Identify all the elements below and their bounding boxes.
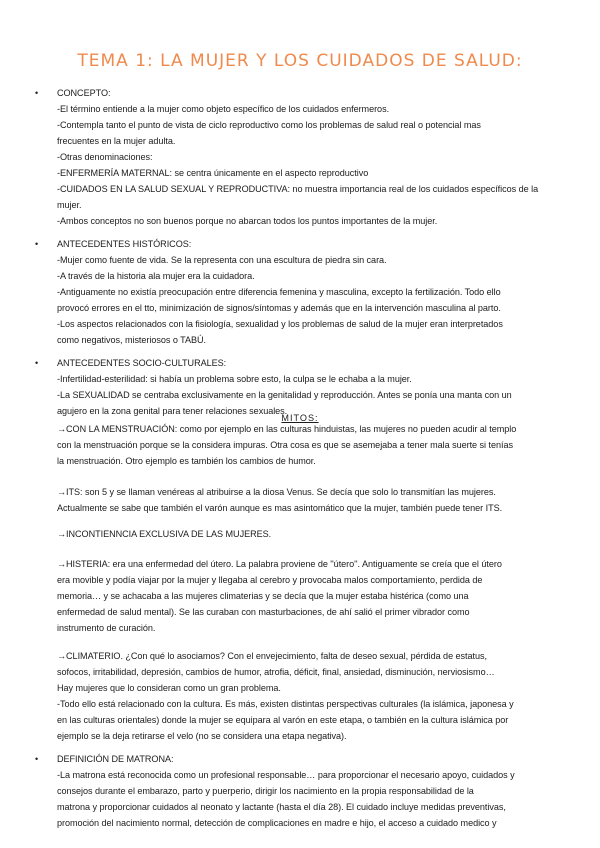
text-line: mujer. xyxy=(57,200,82,210)
text-line: ejemplo se la deja retirarse el velo (no se considera una etapa negativa). xyxy=(57,731,347,741)
text-line: con la menstruación porque se la considera impuras. Otra cosa es que se asemejaba a tener mala suerte si tenías xyxy=(57,440,513,450)
text-line: como negativos, misteriosos o TABÚ. xyxy=(57,335,207,345)
text-line: -Mujer como fuente de vida. Se la representa con una escultura de piedra sin cara. xyxy=(57,255,387,265)
text-line: provocó errores en el tto, minimización de signos/síntomas y además que en la intervención masculina al parto. xyxy=(57,303,501,313)
section-heading: ANTECEDENTES HISTÓRICOS: xyxy=(57,239,192,249)
page-title: TEMA 1: LA MUJER Y LOS CUIDADOS DE SALUD: xyxy=(77,51,523,71)
text-line: -A través de la historia ala mujer era la cuidadora. xyxy=(57,271,255,281)
text-line: -ENFERMERÍA MATERNAL: se centra únicamente en el aspecto reproductivo xyxy=(57,168,369,178)
text-line: matrona y proporcionar cuidados al neonato y lactante (hasta el día 28). El cuidado incluye medidas preventivas, xyxy=(57,802,506,812)
text-line: -La matrona está reconocida como un profesional responsable… para proporcionar el necesario apoyo, cuidados y xyxy=(57,770,515,780)
text-line: -La SEXUALIDAD se centraba exclusivamente en la genitalidad y reproducción. Antes se ponía una manta con un xyxy=(57,390,512,400)
text-line: la menstruación. Otro ejemplo es también los cambios de humor. xyxy=(57,456,316,466)
bullet-icon: • xyxy=(35,754,39,764)
text-line: -Todo ello está relacionado con la cultura. Es más, existen distintas perspectivas culturales (la islámica, japonesa y xyxy=(57,699,514,709)
text-line: frecuentes en la mujer adulta. xyxy=(57,136,176,146)
text-line: →INCONTIENNCIA EXCLUSIVA DE LAS MUJERES. xyxy=(57,529,272,539)
text-line: en las culturas orientales) donde la mujer se equipara al varón en este etapa, o también en la cultura islámica por xyxy=(57,715,509,725)
text-line: -CUIDADOS EN LA SALUD SEXUAL Y REPRODUCTIVA: no muestra importancia real de los cuidados específicos de la xyxy=(57,184,539,194)
mitos-subheading: MITOS: xyxy=(281,413,319,423)
text-line: sofocos, irritabilidad, depresión, cambios de humor, atrofia, déficit, final, ansiedad, disminución, nerviosismo… xyxy=(57,667,495,677)
text-line: -Antiguamente no existía preocupación entre diferencia femenina y masculina, excepto la fertilización. Todo ello xyxy=(57,287,501,297)
text-line: -Los aspectos relacionados con la fisiología, sexualidad y los problemas de salud de la mujer eran interpretados xyxy=(57,319,503,329)
text-line: enfermedad de salud mental). Se las curaban con masturbaciones, de ahí salió el primer vibrador como xyxy=(57,607,470,617)
text-line: promoción del nacimiento normal, detección de complicaciones en madre e hijo, el acceso a cuidado medico y xyxy=(57,818,497,828)
text-line: -Infertilidad-esterilidad: si había un problema sobre esto, la culpa se le echaba a la mujer. xyxy=(57,374,412,384)
text-line: memoria… y se achacaba a las mujeres climaterias y se decía que la mujer estaba histérica (como una xyxy=(57,591,469,601)
text-line: -Ambos conceptos no son buenos porque no abarcan todos los puntos importantes de la mujer. xyxy=(57,216,438,226)
text-line: agujero en la zona genital para tener relaciones sexuales. xyxy=(57,406,288,416)
text-line: era movible y podía viajar por la mujer y llegaba al cerebro y provocaba malos comportamiento, perdida de xyxy=(57,575,483,585)
text-line: -El término entiende a la mujer como objeto específico de los cuidados enfermeros. xyxy=(57,104,390,114)
bullet-icon: • xyxy=(35,88,39,98)
text-line: →CLIMATERIO. ¿Con qué lo asociamos? Con el envejecimiento, falta de deseo sexual, pérdida de estatus, xyxy=(57,651,487,661)
text-line: instrumento de curación. xyxy=(57,623,156,633)
text-line: →HISTERIA: era una enfermedad del útero. La palabra proviene de ''útero''. Antiguamente se creía que el útero xyxy=(57,559,502,569)
text-line: Hay mujeres que lo consideran como un gran problema. xyxy=(57,683,281,693)
text-line: -Otras denominaciones: xyxy=(57,152,153,162)
section-heading: DEFINICIÓN DE MATRONA: xyxy=(57,754,174,764)
section-heading: ANTECEDENTES SOCIO-CULTURALES: xyxy=(57,358,227,368)
text-line: →ITS: son 5 y se llaman venéreas al atribuirse a la diosa Venus. Se decía que solo lo transmitían las mujeres. xyxy=(57,487,496,497)
section-heading: CONCEPTO: xyxy=(57,88,111,98)
text-line: consejos durante el embarazo, parto y puerperio, dirigir los nacimiento en la propia responsabilidad de la xyxy=(57,786,474,796)
bullet-icon: • xyxy=(35,239,39,249)
bullet-icon: • xyxy=(35,358,39,368)
text-line: →CON LA MENSTRUACIÓN: como por ejemplo en las culturas hinduistas, las mujeres no pueden acudir al templo xyxy=(57,424,517,434)
text-line: Actualmente se sabe que también el varón aunque es mas asintomático que la mujer, también puede tener ITS. xyxy=(57,503,503,513)
text-line: -Contempla tanto el punto de vista de ciclo reproductivo como los problemas de salud real o potencial mas xyxy=(57,120,481,130)
